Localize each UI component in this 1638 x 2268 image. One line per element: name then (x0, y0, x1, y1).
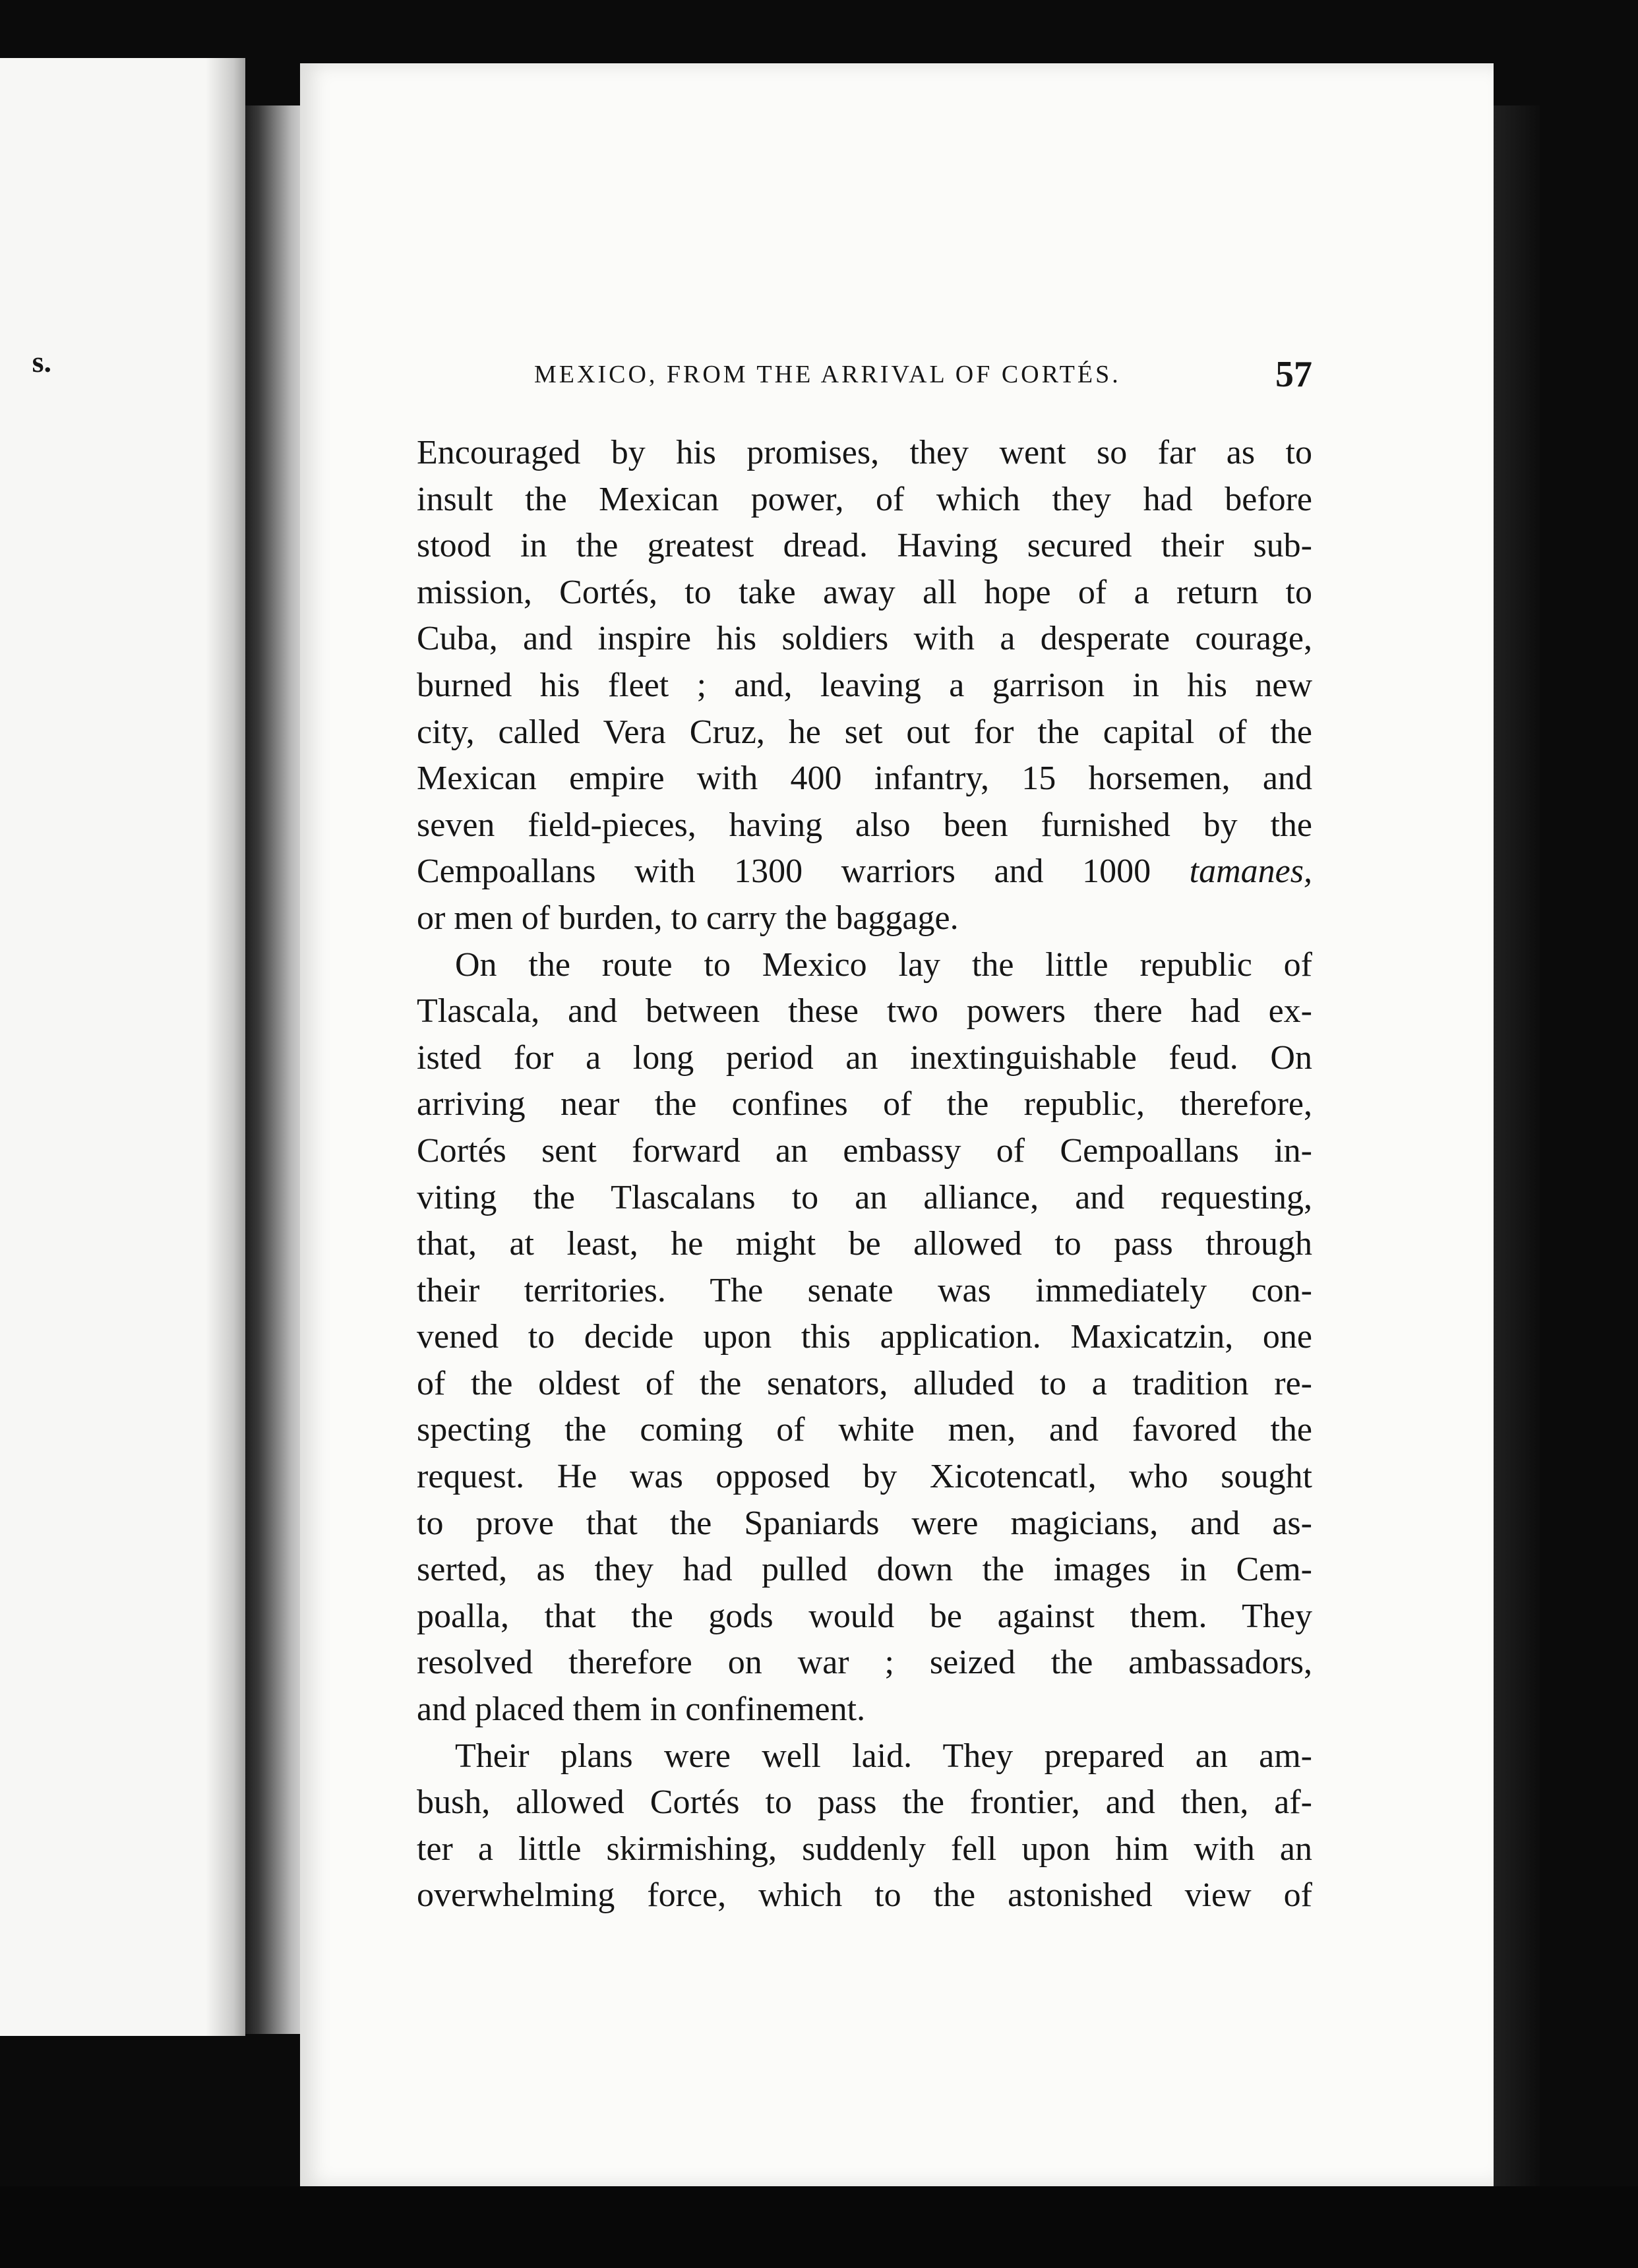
text-line (417, 942, 1312, 989)
text-line-content: viting the Tlascalans to an alliance, and requesting, (417, 1178, 1312, 1216)
left-page-running-head: s. (32, 345, 51, 378)
text-line-content: that, at least, he might be allowed to pass through (417, 1225, 1312, 1263)
text-line-content: Their plans were well laid. They prepared an am- (455, 1737, 1312, 1775)
page-edge-shadow (1494, 105, 1540, 2189)
text-line (417, 1454, 1312, 1501)
text-line (417, 1268, 1312, 1315)
text-line (417, 802, 1312, 849)
italic-term: tamanes, (1189, 852, 1312, 891)
text-line-content: Cuba, and inspire his soldiers with a desperate courage, (417, 620, 1312, 658)
text-line-content: and placed them in confinement. (417, 1690, 866, 1729)
text-line-content: Cortés sent forward an embassy of Cempoallans in- (417, 1131, 1312, 1170)
text-line-content: Tlascala, and between these two powers there had ex- (417, 992, 1312, 1030)
text-line-content: seven field-pieces, having also been furnished by the (417, 806, 1312, 844)
text-line (417, 663, 1312, 709)
text-line (417, 1872, 1312, 1919)
text-line (417, 1035, 1312, 1082)
text-line-content: isted for a long period an inextinguishable feud. On (417, 1038, 1312, 1077)
text-line (417, 1221, 1312, 1268)
text-line-content: to prove that the Spaniards were magicians, and as- (417, 1504, 1312, 1542)
text-line (417, 1594, 1312, 1640)
text-line (417, 1733, 1312, 1780)
text-line-content: poalla, that the gods would be against them. They (417, 1597, 1312, 1635)
text-line-content: Encouraged by his promises, they went so far as to (417, 434, 1312, 471)
scan-bottom-border (0, 2186, 1638, 2268)
text-line (417, 1314, 1312, 1361)
text-line (417, 477, 1312, 523)
text-line (417, 1081, 1312, 1128)
text-line (417, 1361, 1312, 1408)
text-line (417, 523, 1312, 570)
body-text (417, 430, 1312, 1919)
text-line (417, 1175, 1312, 1222)
text-line (417, 1826, 1312, 1873)
text-line-content: Mexican empire with 400 infantry, 15 horsemen, and (417, 760, 1312, 798)
text-line-content: On the route to Mexico lay the little republic of (455, 945, 1312, 984)
scan-top-border (0, 0, 1638, 63)
text-line-content: burned his fleet ; and, leaving a garrison in his new (417, 666, 1312, 704)
text-line (417, 570, 1312, 616)
text-line-content: insult the Mexican power, of which they had before (417, 480, 1312, 518)
text-line (417, 616, 1312, 663)
text-line-content: specting the coming of white men, and favored the (417, 1411, 1312, 1449)
text-line (417, 1407, 1312, 1454)
text-line (417, 849, 1312, 895)
text-line (417, 709, 1312, 756)
text-line (417, 1686, 1312, 1733)
text-line (417, 1779, 1312, 1826)
text-line (417, 988, 1312, 1035)
text-line (417, 430, 1312, 477)
text-line-content: request. He was opposed by Xicotencatl, who sought (417, 1458, 1312, 1496)
text-line (417, 895, 1312, 942)
text-line-content: stood in the greatest dread. Having secured their sub- (417, 527, 1312, 565)
text-line-content: their territories. The senate was immediately con- (417, 1271, 1312, 1309)
text-line-content: of the oldest of the senators, alluded to a tradition re- (417, 1364, 1312, 1402)
text-line-content: overwhelming force, which to the astonished view of (417, 1876, 1312, 1915)
text-line-content: vened to decide upon this application. Maxicatzin, one (417, 1318, 1312, 1356)
text-line-content: mission, Cortés, to take away all hope of a return to (417, 573, 1312, 611)
text-line-content: ter a little skirmishing, suddenly fell upon him with an (417, 1830, 1312, 1868)
text-line (417, 1640, 1312, 1686)
text-line-content: arriving near the confines of the republic, therefore, (417, 1085, 1312, 1123)
text-line (417, 1501, 1312, 1547)
left-page-gutter-shadow (206, 58, 245, 2036)
running-head-title: MEXICO, FROM THE ARRIVAL OF CORTÉS. (534, 361, 1121, 388)
text-line-content: serted, as they had pulled down the images in Cem- (417, 1551, 1312, 1589)
text-line-content: resolved therefore on war ; seized the ambassadors, (417, 1644, 1312, 1682)
running-head (534, 356, 1312, 396)
text-line-content: bush, allowed Cortés to pass the frontier, and then, af- (417, 1783, 1312, 1822)
text-line-content: or men of burden, to carry the baggage. (417, 899, 959, 937)
text-line (417, 1547, 1312, 1594)
text-line-content: Cempoallans with 1300 warriors and 1000 (417, 852, 1151, 891)
text-line (417, 1128, 1312, 1175)
text-line (417, 756, 1312, 802)
page-number: 57 (1275, 354, 1312, 395)
text-line-content: city, called Vera Cruz, he set out for the capital of the (417, 713, 1312, 751)
